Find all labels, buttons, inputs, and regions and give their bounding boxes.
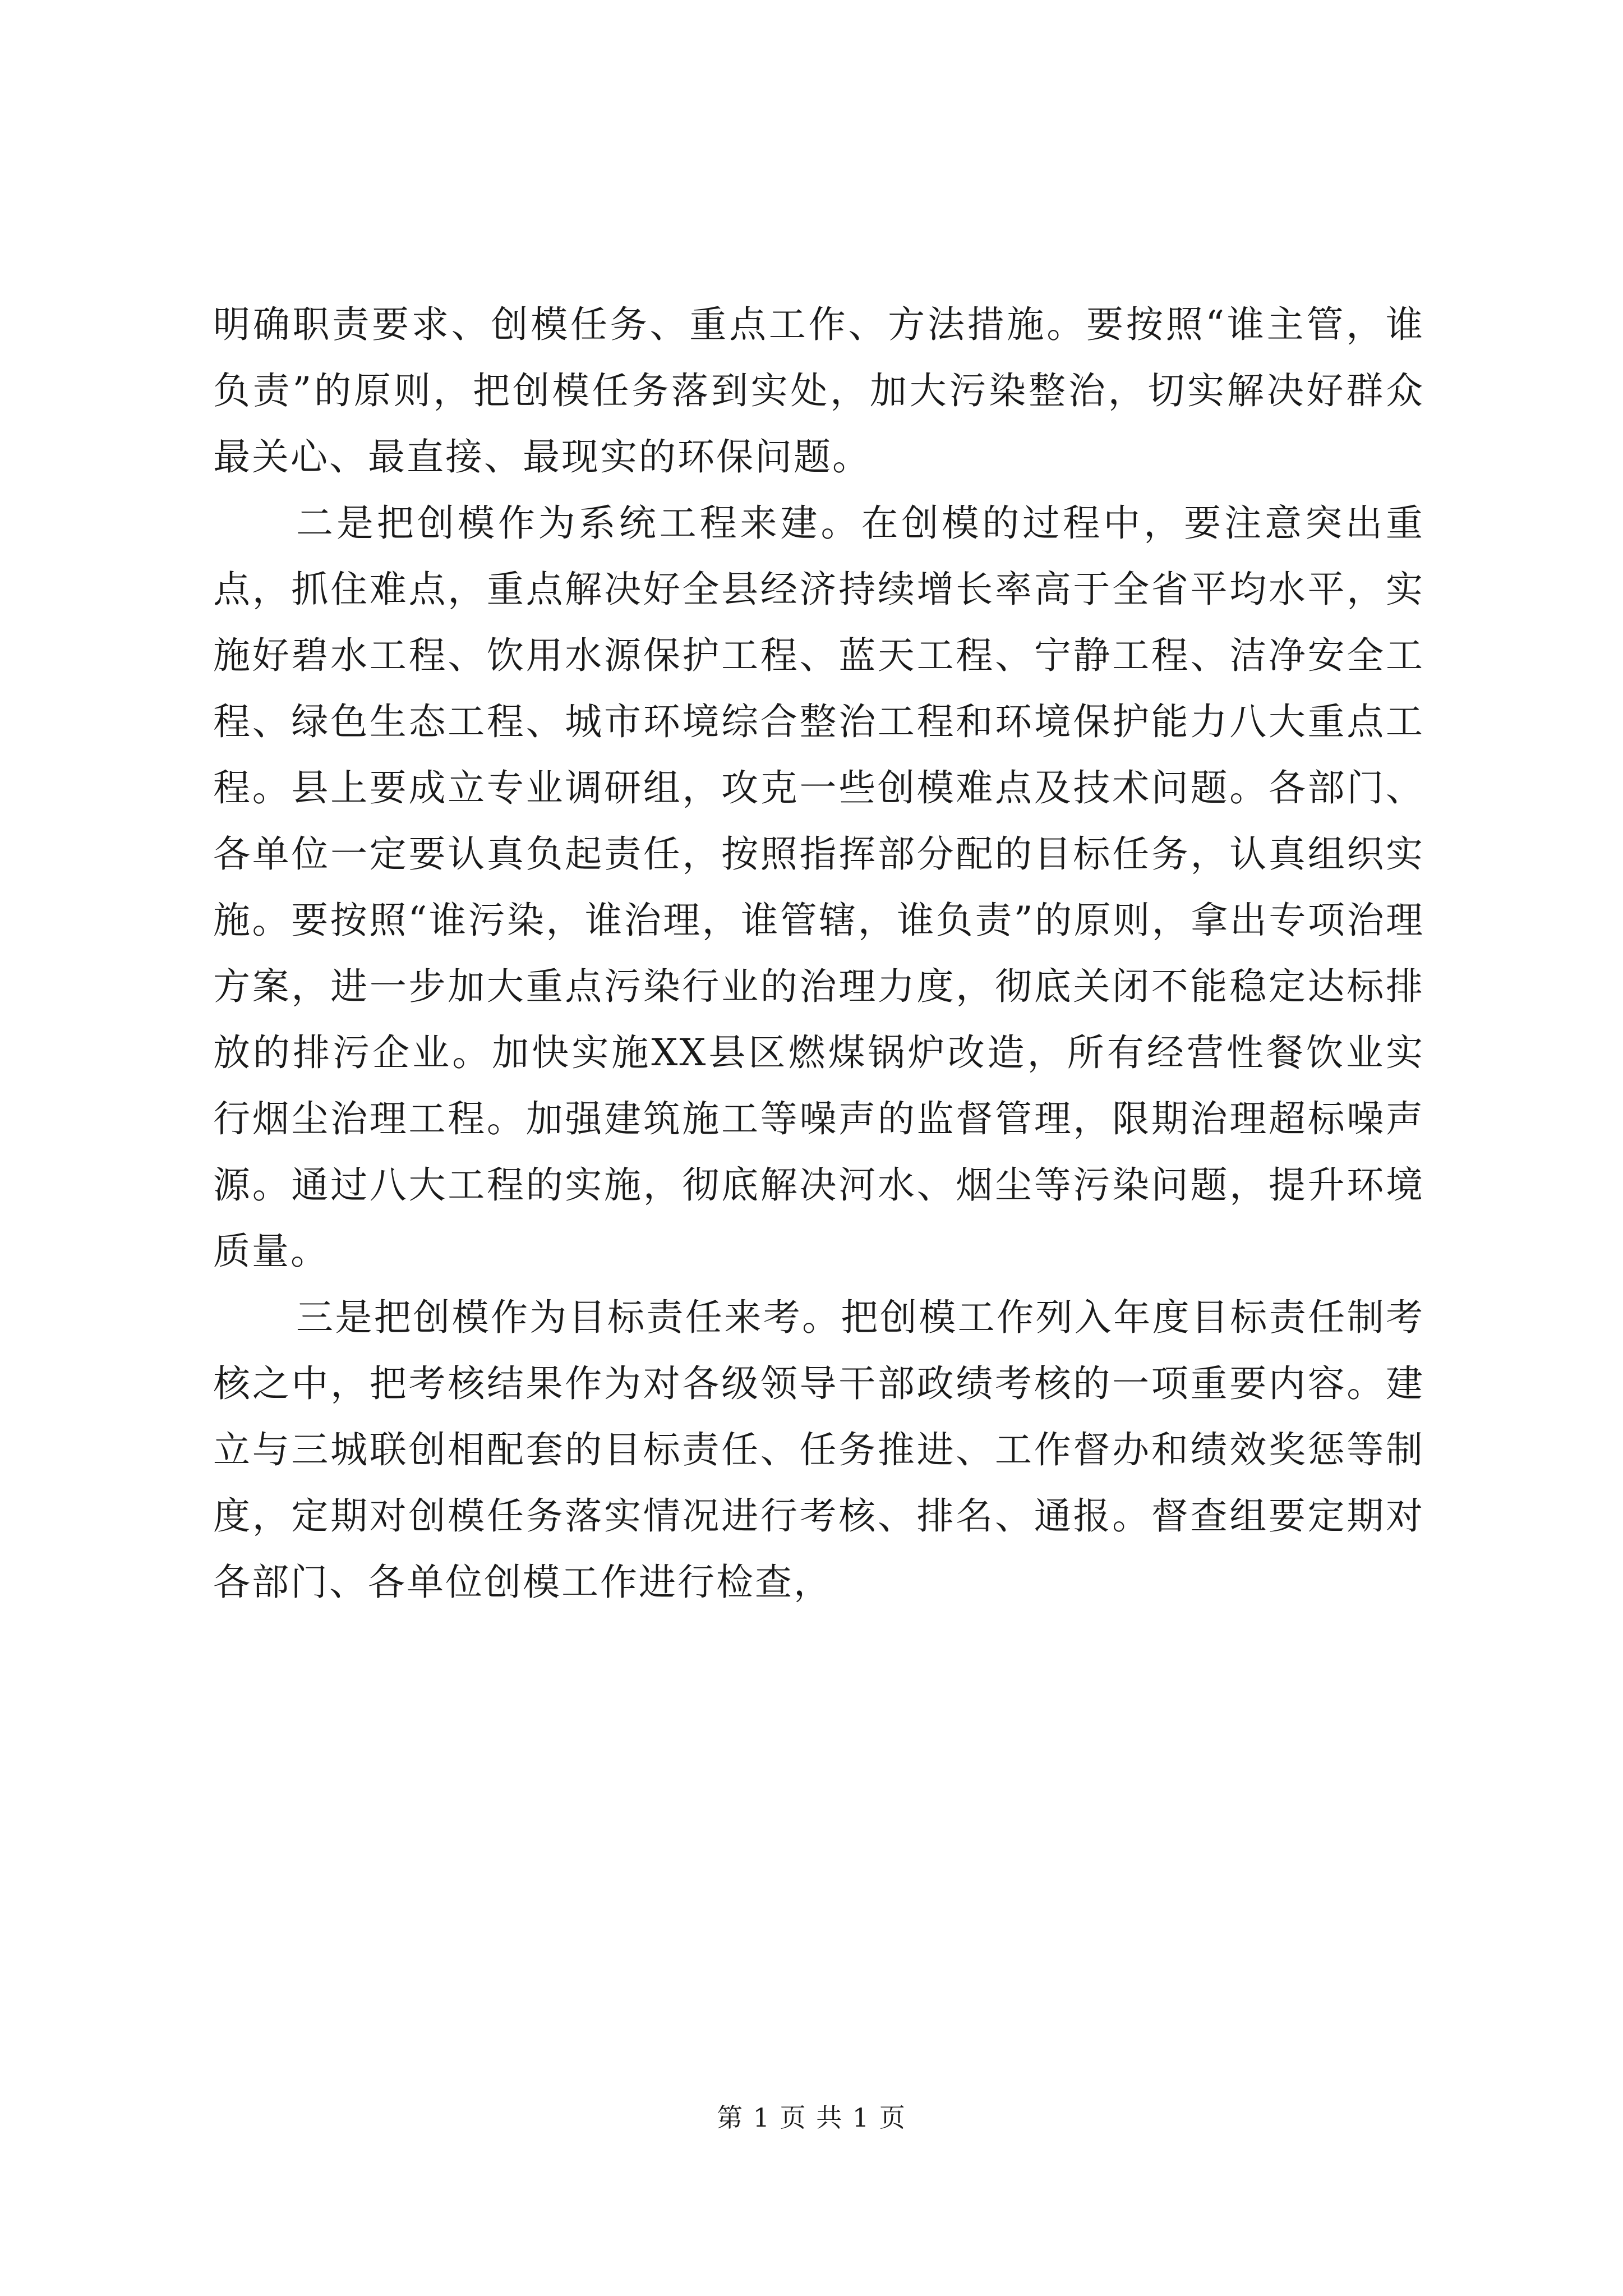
paragraph-system-engineering: 二是把创模作为系统工程来建。在创模的过程中，要注意突出重点，抓住难点，重点解决好全县经济持续增长率高于全省平均水平，实施好碧水工程、饮用水源保护工程、蓝天工程、宁静工程、洁净安全工程、绿色生态工程、城市环境综合整治工程和环境保护能力八大重点工程。县上要成立专业调研组，攻克一些创模难点及技术问题。各部门、各单位一定要认真负起责任，按照指挥部分配的目标任务，认真组织实施。要按照“谁污染，谁治理，谁管辖，谁负责”的原则，拿出专项治理方案，进一步加大重点污染行业的治理力度，彻底关闭不能稳定达标排放的排污企业。加快实施XX县区燃煤锅炉改造，所有经营性餐饮业实行烟尘治理工程。加强建筑施工等噪声的监督管理，限期治理超标噪声源。通过八大工程的实施，彻底解决河水、烟尘等污染问题，提升环境质量。 — [213, 501, 1424, 1273]
paragraph-continuation: 明确职责要求、创模任务、重点工作、方法措施。要按照“谁主管，谁负责”的原则，把创模任务落到实处，加大污染整治，切实解决好群众最关心、最直接、最现实的环保问题。 — [213, 303, 1424, 478]
document-body — [213, 292, 1424, 1616]
page-footer: 第 1 页 共 1 页 — [717, 2102, 906, 2133]
paragraph-target-responsibility: 三是把创模作为目标责任来考。把创模工作列入年度目标责任制考核之中，把考核结果作为对各级领导干部政绩考核的一项重要内容。建立与三城联创相配套的目标责任、任务推进、工作督办和绩效奖惩等制度，定期对创模任务落实情况进行考核、排名、通报。督查组要定期对各部门、各单位创模工作进行检查， — [213, 1296, 1424, 1604]
